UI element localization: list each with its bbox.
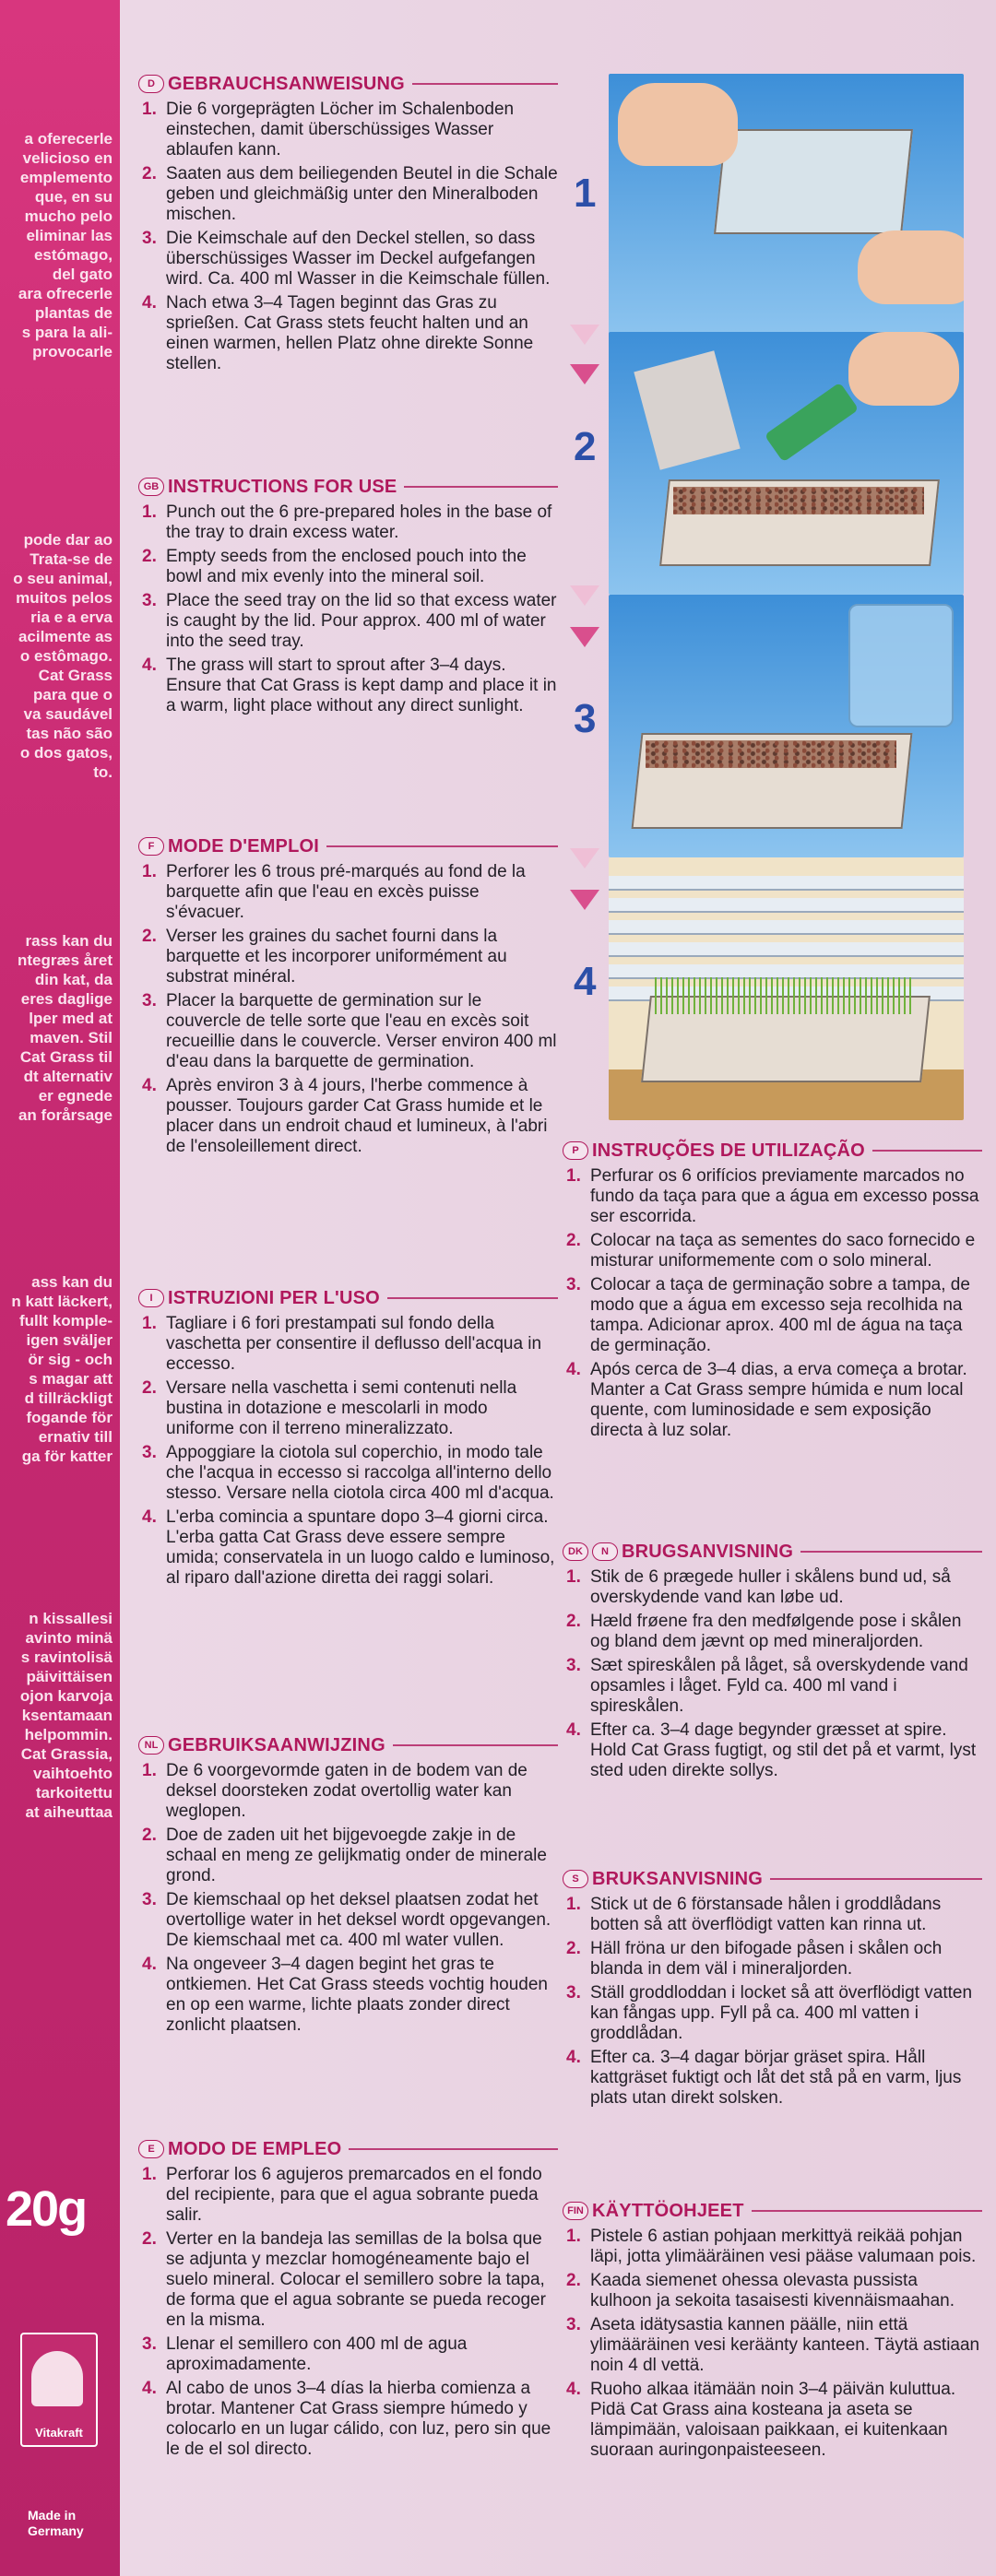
list-item: 4. The grass will start to sprout after 3–4 days. Ensure that Cat Grass is kept damp and place it in a warm, light place without any direct sunlight. [142,656,557,715]
section-header [563,1540,982,1564]
side-text-dk: rass kan du ntegræs året din kat, da eres daglige lper med at maven. Stil Cat Grass til dt alternativ er egnede an forårsage [18,932,113,1124]
list-item: 3. De kiemschaal op het deksel plaatsen zodat het overtollige water in het deksel wordt opgevangen. De kiemschaal met ca. 400 ml water vullen. [142,1890,551,1950]
brand-logo [20,2333,98,2447]
brand-name: Vitakraft [35,2426,83,2440]
seed-sowing-illustration [609,332,964,595]
arrow-down-icon [570,364,599,384]
steps-list [138,862,558,1157]
list-item: 4. Efter ca. 3–4 dagar börjar gräset spira. Håll kattgräset fuktigt och låt det stå på en varm, ljus plats utan direkt solsken. [566,2048,962,2108]
list-item: 3. Appoggiare la ciotola sul coperchio, in modo tale che l'acqua in eccesso si raccolga all'interno dello stesso. Versare nella ciotola circa 400 ml d'acqua. [142,1443,554,1503]
list-item: 3. Placer la barquette de germination sur le couvercle de telle sorte que l'eau en excès soit recueillie dans le couvercle. Verser environ 400 ml d'eau dans la barquette de germination. [142,991,557,1071]
section-portuguese [563,1139,982,1445]
list-item: 3. Ställ groddloddan i locket så att överflödigt vatten kan fångas upp. Fyll på ca. 400 ml vatten i groddlådan. [566,1983,973,2043]
section-finnish [563,2199,982,2464]
list-item: 2. Häll fröna ur den bifogade påsen i skålen och blanda in dem väl i mineraljorden. [566,1939,943,1979]
arrow-down-icon [570,890,599,910]
language-badge: P [563,1141,588,1160]
section-title: MODE D'EMPLOI [168,835,320,857]
list-item: 1. Tagliare i 6 fori prestampati sul fondo della vaschetta per consentire il deflusso dell'acqua in eccesso. [142,1314,542,1374]
list-item: 4. L'erba comincia a spuntare dopo 3–4 giorni circa. L'erba gatta Cat Grass deve essere sempre umida; conservatela in un luogo caldo e luminoso, al riparo dall'azione diretta dei raggi solari. [142,1507,555,1588]
list-item: 4. Efter ca. 3–4 dage begynder græsset at spire. Hold Cat Grass fugtigt, og stil det på et varmt, lyst sted uden direkte sollys. [566,1720,977,1780]
list-item: 1. Punch out the 6 pre-prepared holes in the base of the tray to drain excess water. [142,502,552,542]
section-title: GEBRAUCHSANWEISUNG [168,73,405,94]
section-header [563,2199,982,2223]
divider [404,486,558,488]
section-header [138,2137,558,2161]
list-item: 1. Pistele 6 astian pohjaan merkittyä reikää pohjan läpi, jotta ylimääräinen vesi pääse valumaan pois. [566,2227,977,2266]
list-item: 4. Après environ 3 à 4 jours, l'herbe commence à pousser. Toujours garder Cat Grass humide et le placer dans un endroit chaud et lumineux, à l'abri de l'ensoleillement direct. [142,1076,548,1156]
section-header [138,834,558,858]
side-text-fi: n kissallesi avinto minä s ravintolisä päivittäisen ojon karvoja ksentamaan helpommin. Cat Grassia, vaihtoehto tarkoitettu at aiheuttaa [19,1610,113,1821]
list-item: 1. Perfurar os 6 orifícios previamente marcados no fundo da taça para que a água em excesso possa ser escorrida. [566,1166,979,1226]
steps-list [138,100,558,374]
divider [412,83,558,85]
section-swedish [563,1867,982,2112]
divider [326,845,558,847]
section-title: KÄYTTÖOHJEET [592,2200,744,2221]
arrow-down-icon [570,585,599,606]
list-item: 1. Perforar los 6 agujeros premarcados en el fondo del recipiente, para que el agua sobrante pueda salir. [142,2165,542,2225]
list-item: 3. Sæt spireskålen på låget, så overskydende vand opsamles i låget. Fyld ca. 400 ml vand i spireskålen. [566,1656,968,1716]
language-badge: N [592,1542,618,1561]
steps-list [138,2165,558,2460]
arrow-down-icon [570,325,599,345]
language-badge: NL [138,1736,164,1755]
list-item: 2. Colocar na taça as sementes do saco fornecido e misturar uniformemente com o solo mineral. [566,1231,976,1270]
list-item: 1. Stik de 6 prægede huller i skålens bund ud, så overskydende vand kan løbe ud. [566,1567,951,1607]
grass-sprouting-illustration [609,857,964,1120]
section-title: ISTRUZIONI PER L'USO [168,1287,380,1308]
list-item: 4. Ruoho alkaa itämään noin 3–4 päivän kuluttua. Pidä Cat Grass aina kosteana ja aseta se lämpimään, valoisaan paikkaan, ei kuitenkaan suoraan auringonpaisteeseen. [566,2380,956,2460]
steps-list [138,502,558,716]
list-item: 3. Colocar a taça de germinação sobre a tampa, de modo que a água em excesso seja recolhida na tampa. Adicionar aprox. 400 ml de água na taça de germinação. [566,1275,970,1355]
divider [349,2148,558,2150]
list-item: 4. Al cabo de unos 3–4 días la hierba comienza a brotar. Mantener Cat Grass siempre húmedo y colocarlo en un lugar cálido, con luz, pero sin que le de el sol directo. [142,2379,551,2459]
list-item: 2. Saaten aus dem beiliegenden Beutel in die Schale geben und gleichmäßig unter den Mineralboden mischen. [142,164,558,224]
section-title: MODO DE EMPLEO [168,2138,342,2159]
section-spanish [138,2137,558,2464]
net-weight: 20g [6,2181,87,2237]
divider [800,1551,982,1553]
section-header [563,1139,982,1163]
section-header [563,1867,982,1891]
section-header [138,1733,558,1757]
language-badge: I [138,1289,164,1307]
steps-list [138,1314,558,1589]
section-english [138,475,558,720]
list-item: 4. Nach etwa 3–4 Tagen beginnt das Gras zu sprießen. Cat Grass stets feucht halten und an einen warmen, hellen Platz ohne direkte Sonne stellen. [142,293,534,373]
section-danish [563,1540,982,1785]
watering-illustration [609,595,964,857]
list-item: 3. Llenar el semillero con 400 ml de agua aproximadamente. [142,2334,468,2374]
divider [393,1744,558,1746]
section-german [138,72,558,378]
arrow-down-icon [570,627,599,647]
divider [752,2210,982,2212]
list-item: 3. Place the seed tray on the lid so that excess water is caught by the lid. Pour approx. 400 ml of water into the seed tray. [142,591,557,651]
list-item: 2. Verser les graines du sachet fourni dans la barquette et les incorporer uniformément au substrat minéral. [142,927,507,987]
divider [387,1297,558,1299]
section-dutch [138,1733,558,2039]
steps-list [138,1761,558,2036]
side-text-se: ass kan du n katt läckert, fullt komple- igen sväljer ör sig - och s magar att d tillräckligt fogande för ernativ till ga för katter [11,1273,113,1465]
list-item: 2. Versare nella vaschetta i semi contenuti nella bustina in dotazione e mescolarli in modo uniforme con il terreno mineralizzato. [142,1378,517,1438]
divider [872,1150,982,1152]
step-number-4: 4 [574,959,597,1004]
step-number-1: 1 [574,171,597,216]
list-item: 1. Stick ut de 6 förstansade hålen i groddlådans botten så att överflödigt vatten kan rinna ut. [566,1895,942,1934]
divider [770,1878,982,1880]
section-header [138,475,558,499]
language-badge: D [138,75,164,93]
list-item: 1. Die 6 vorgeprägten Löcher im Schalenboden einstechen, damit überschüssiges Wasser ablaufen kann. [142,100,515,160]
list-item: 2. Hæld frøene fra den medfølgende pose i skålen og bland dem jævnt op med mineraljorden. [566,1612,962,1651]
section-title: GEBRUIKSAANWIJZING [168,1734,385,1755]
list-item: 2. Empty seeds from the enclosed pouch into the bowl and mix evenly into the mineral soil. [142,547,527,586]
step-number-2: 2 [574,424,597,469]
list-item: 2. Doe de zaden uit het bijgevoegde zakje in de schaal en meng ze gelijkmatig onder de minerale grond. [142,1826,547,1885]
arrow-down-icon [570,848,599,869]
made-in-label: Made in Germany [28,2508,84,2538]
list-item: 3. Die Keimschale auf den Deckel stellen, so dass überschüssiges Wasser im Deckel aufgefangen wird. Ca. 400 ml Wasser in die Keimschale füllen. [142,229,551,289]
language-badge: S [563,1870,588,1888]
list-item: 2. Verter en la bandeja las semillas de la bolsa que se adjunta y mezclar homogéneamente bajo el suelo mineral. Colocar el semillero sobre la tapa, de forma que el agua sobrante se pueda recoger en la misma. [142,2229,546,2330]
section-title: BRUKSANVISNING [592,1868,764,1889]
list-item: 1. Perforer les 6 trous pré-marqués au fond de la barquette afin que l'eau en excès puisse s'évacuer. [142,862,526,922]
language-badge: E [138,2140,164,2158]
section-title: INSTRUÇÕES DE UTILIZAÇÃO [592,1140,865,1161]
list-item: 2. Kaada siemenet ohessa olevasta pussista kulhoon ja sekoita tasaisesti kivennäismaahan. [566,2271,955,2310]
section-header [138,1286,558,1310]
language-badge: DK [563,1542,588,1561]
steps-list [563,2227,982,2461]
section-italian [138,1286,558,1592]
box-side-panel [0,0,120,2576]
steps-list [563,1895,982,2109]
side-text-pt: pode dar ao Trata-se de o seu animal, muitos pelos ria e a erva acilmente as o estômago. Cat Grass para que o va saudável tas não são o dos gatos, to. [13,531,113,781]
list-item: 4. Na ongeveer 3–4 dagen begint het gras te ontkiemen. Het Cat Grass steeds vochtig houden en op een warme, lichte plaats zonder direct zonlicht plaatsen. [142,1955,549,2035]
language-badge: F [138,837,164,856]
section-title: INSTRUCTIONS FOR USE [168,476,397,497]
list-item: 3. Aseta idätysastia kannen päälle, niin että ylimääräinen vesi keräänty kanteen. Täytä astiaan noin 4 dl vettä. [566,2315,980,2375]
language-badge: FIN [563,2202,588,2220]
language-badge: GB [138,478,164,496]
side-text-es: a oferecerle velicioso en emplemento que, en su mucho pelo eliminar las estómago, del gato ara ofrecerle plantas de s para la ali- provocarle [18,130,113,360]
section-french [138,834,558,1161]
section-header [138,72,558,96]
section-title: BRUGSANVISNING [622,1541,794,1562]
horse-icon [31,2351,83,2406]
steps-list [563,1166,982,1441]
tray-punch-illustration [609,74,964,337]
list-item: 4. Após cerca de 3–4 dias, a erva começa a brotar. Manter a Cat Grass sempre húmida e num local quente, com luminosidade e sem exposição directa à luz solar. [566,1360,967,1440]
steps-list [563,1567,982,1781]
list-item: 1. De 6 voorgevormde gaten in de bodem van de deksel doorsteken zodat overtollig water kan weglopen. [142,1761,528,1821]
step-number-3: 3 [574,696,597,741]
